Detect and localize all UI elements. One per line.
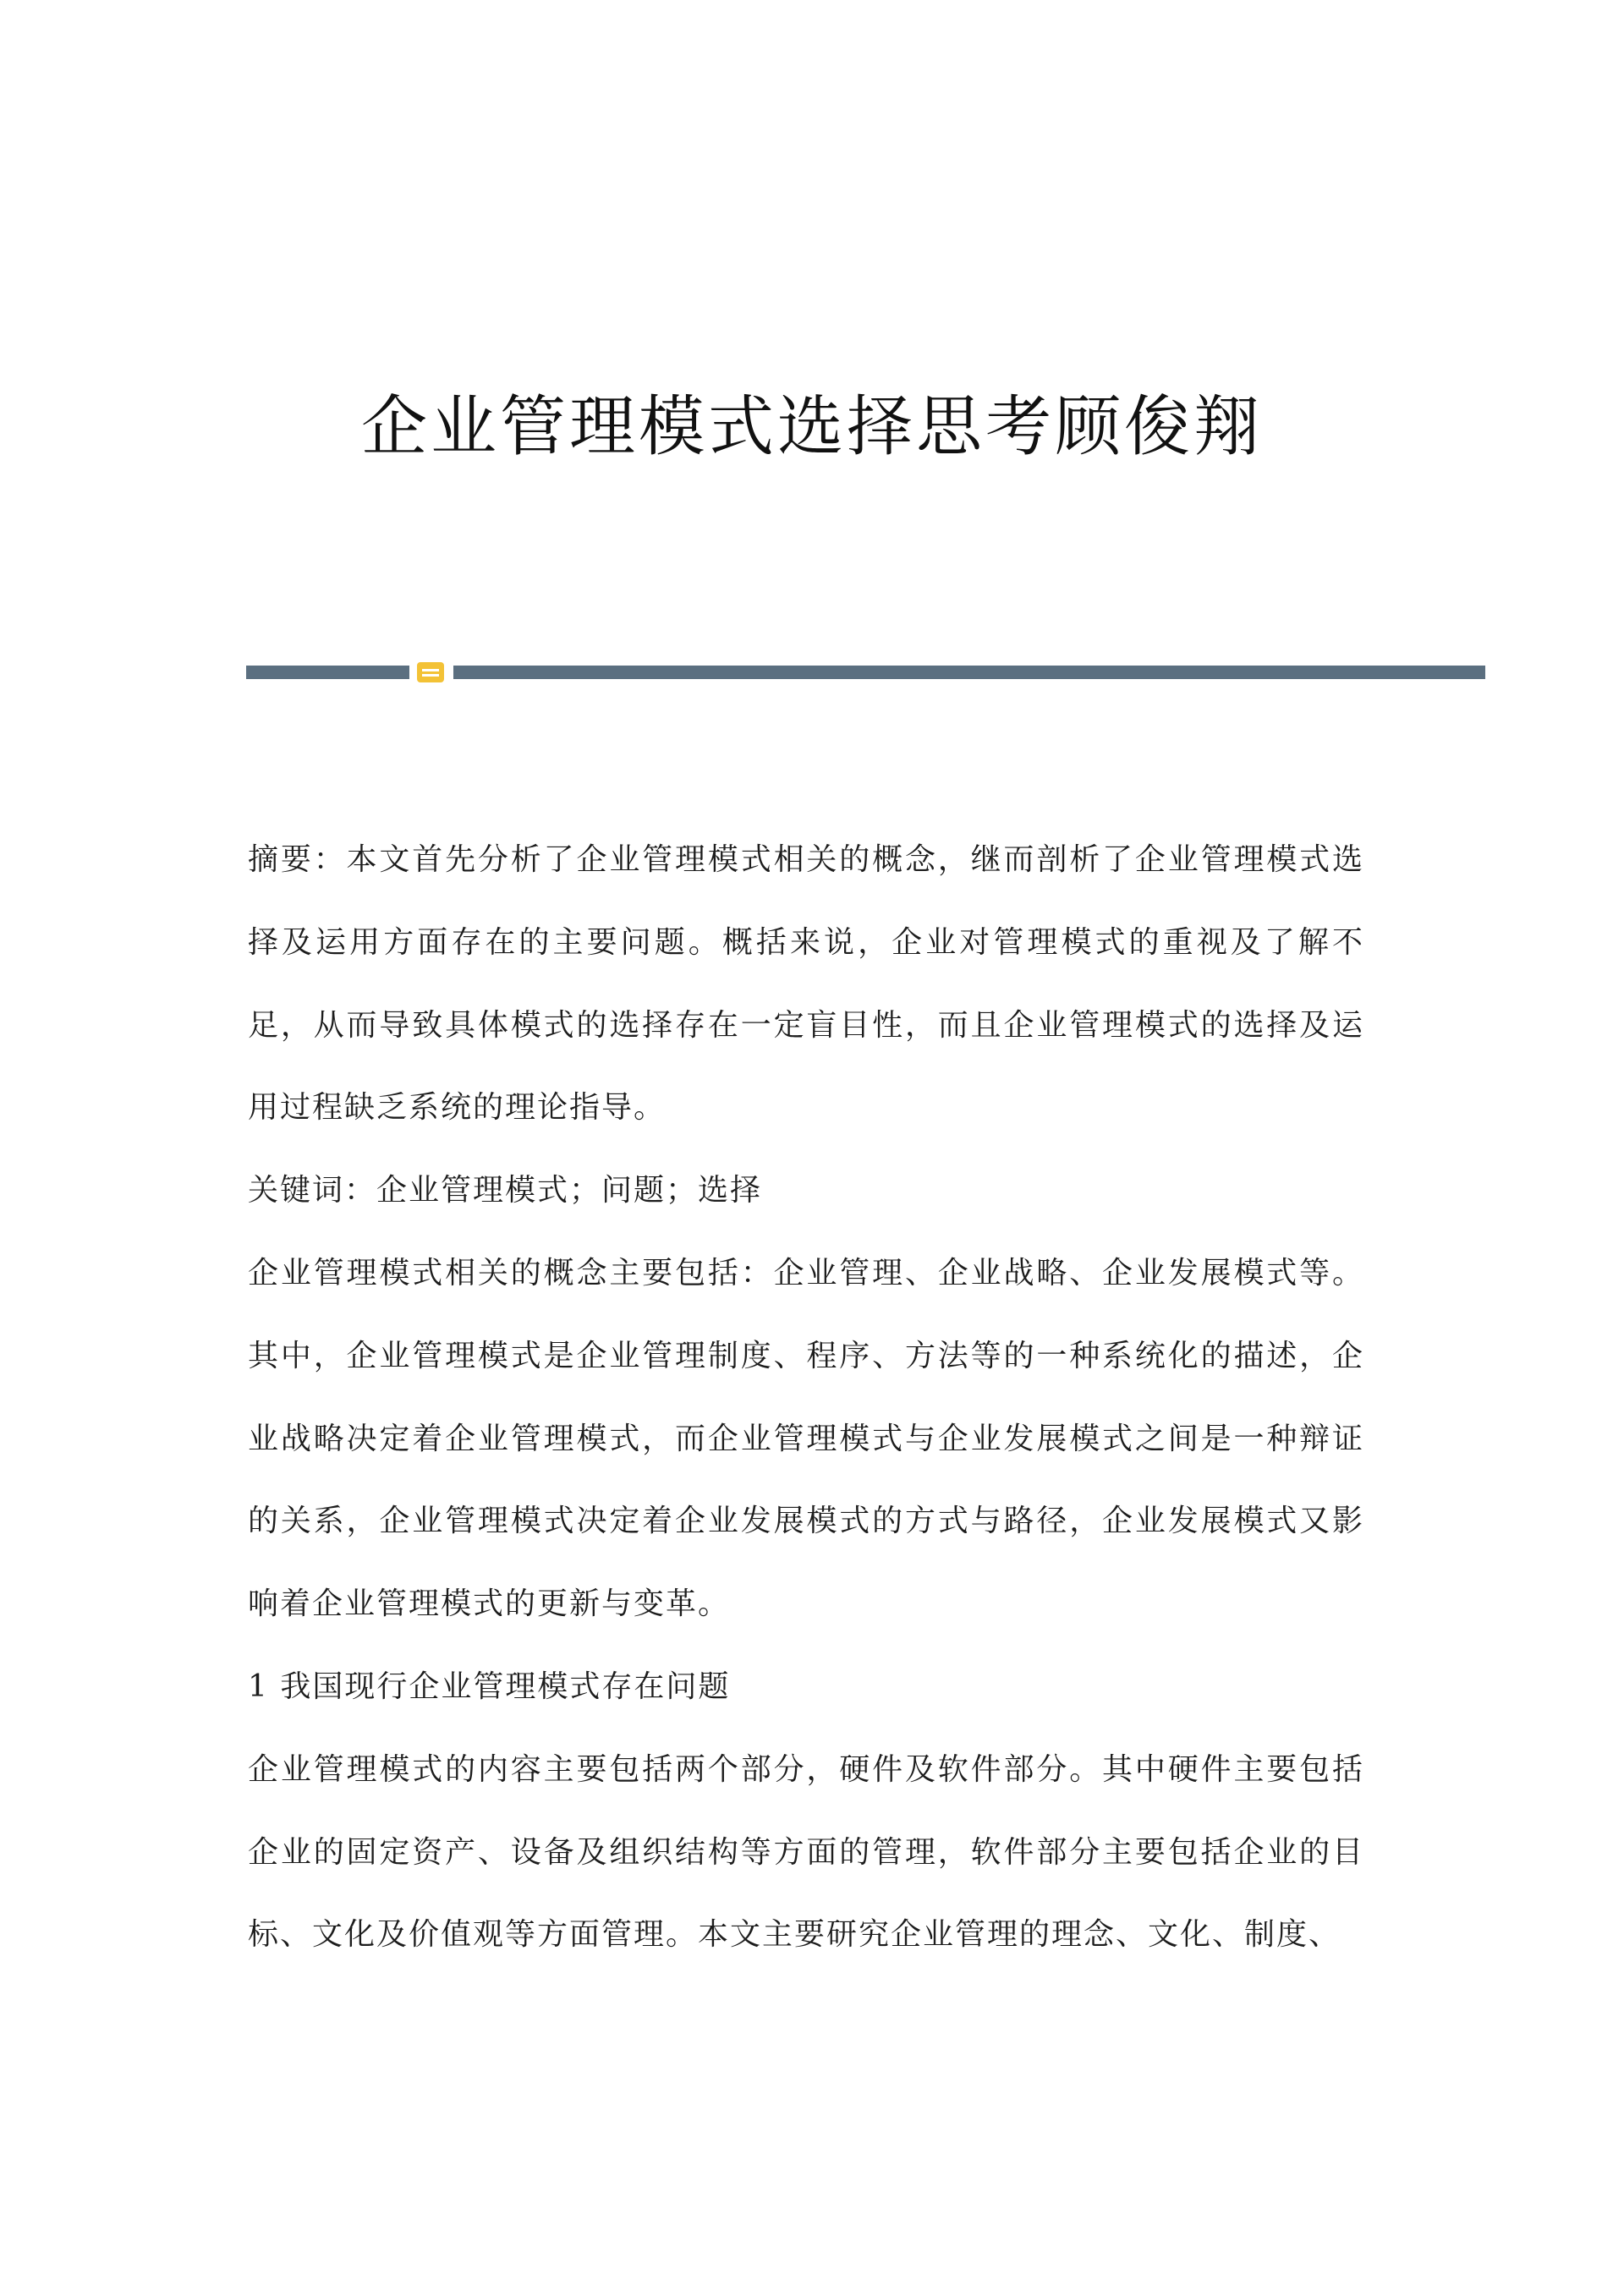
document-body (248, 819, 1364, 1976)
section-heading: 1 我国现行企业管理模式存在问题 (248, 1669, 731, 1704)
abstract-paragraph: 摘要：本文首先分析了企业管理模式相关的概念，继而剖析了企业管理模式选择及运用方面存在的主要问题。概括来说，企业对管理模式的重视及了解不足，从而导致具体模式的选择存在一定盲目性，而且企业管理模式的选择及运用过程缺乏系统的理论指导。 (248, 842, 1364, 1126)
body-paragraph: 企业管理模式的内容主要包括两个部分，硬件及软件部分。其中硬件主要包括企业的固定资产、设备及组织结构等方面的管理，软件部分主要包括企业的目标、文化及价值观等方面管理。本文主要研究企业管理的理念、文化、制度、 (248, 1751, 1364, 1953)
title-divider (246, 662, 1485, 682)
keywords-paragraph: 关键词：企业管理模式；问题；选择 (248, 1173, 763, 1208)
page-title: 企业管理模式选择思考顾俊翔 (360, 389, 1263, 465)
body-paragraph: 企业管理模式相关的概念主要包括：企业管理、企业战略、企业发展模式等。其中，企业管理模式是企业管理制度、程序、方法等的一种系统化的描述，企业战略决定着企业管理模式，而企业管理模式与企业发展模式之间是一种辩证的关系，企业管理模式决定着企业发展模式的方式与路径，企业发展模式又影响着企业管理模式的更新与变革。 (248, 1255, 1364, 1622)
divider-bar-left (246, 666, 409, 679)
divider-bar-right (453, 666, 1485, 679)
divider-badge-icon (417, 662, 444, 682)
